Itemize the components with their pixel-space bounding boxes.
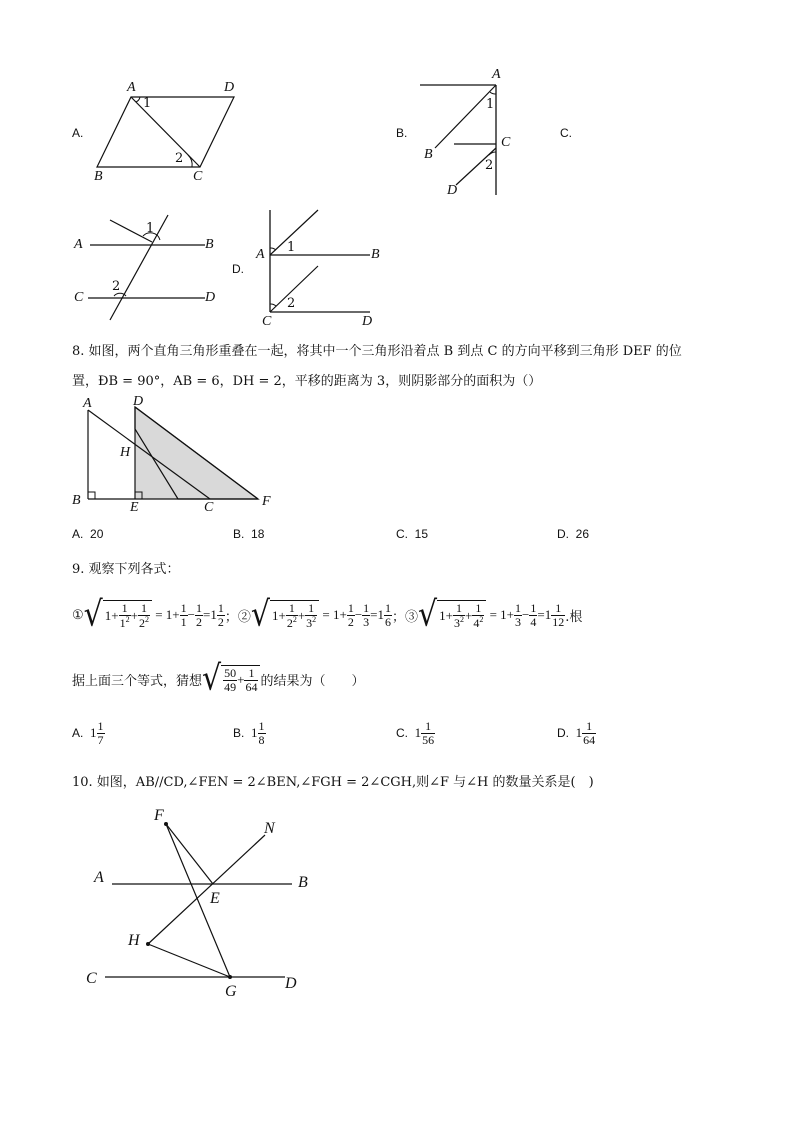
q9-tail: .根	[565, 609, 583, 625]
q9-title: 9. 观察下列各式：	[72, 562, 180, 577]
q9-line2-pre: 据上面三个等式，猜想	[72, 673, 203, 689]
q10-point-e: E	[210, 890, 220, 907]
q10-point-g: G	[225, 983, 237, 1000]
q10-point-c: C	[86, 970, 97, 987]
q10-point-h: H	[128, 932, 140, 949]
q9-option-d[interactable]: D. 1 $\frac{1}{64}$	[557, 719, 596, 747]
q10-point-a: A	[94, 869, 104, 886]
q7a-angle-1: 1	[143, 96, 152, 111]
q7-option-a-figure	[88, 80, 248, 190]
q9-guess-expr: √ $\frac{50}{49}$ + $\frac{1}{64}$	[202, 664, 260, 694]
q9-eq2: √ 1+ $\frac{1}{2^2}$ + $\frac{1}{3^2}$ = 1+ $\frac{1}{2}$ − $\frac{1}{3}$ =1 $\frac{1}{6}$	[250, 594, 392, 635]
q8-point-e: E	[130, 500, 139, 515]
q8-option-d[interactable]: D. 26	[557, 527, 590, 541]
q9-eq3: √ 1+ $\frac{1}{3^2}$ + $\frac{1}{4^2}$ = 1+ $\frac{1}{3}$ − $\frac{1}{4}$ =1 $\frac{1}{12}$	[418, 594, 565, 635]
q9-option-c[interactable]: C. 1 $\frac{1}{56}$	[396, 719, 435, 747]
q7-option-d-label: D.	[232, 262, 244, 276]
q7c-angle-1: 1	[146, 221, 155, 236]
q7a-angle-2: 2	[175, 151, 184, 166]
q9-line2-post: 的结果为（ ）	[260, 673, 365, 689]
q7a-point-d: D	[224, 80, 235, 95]
q8-option-a[interactable]: A. 20	[72, 527, 104, 541]
q9-line2	[72, 658, 365, 699]
q8-point-f: F	[262, 494, 271, 509]
q9-eq1-mark: ①	[72, 607, 84, 623]
q7d-point-c: C	[262, 314, 272, 329]
q10-point-n: N	[264, 820, 275, 837]
q7c-point-d: D	[205, 290, 216, 305]
q9-eq3-mark: ；③	[392, 609, 419, 625]
q7-option-c-label: C.	[560, 126, 572, 140]
q10-text: 10. 如图，AB//CD,∠FEN = 2∠BEN,∠FGH = 2∠CGH,则∠F 与∠H 的数量关系是( )	[72, 775, 594, 790]
q8-text-line1: 8. 如图，两个直角三角形重叠在一起，将其中一个三角形沿着点 B 到点 C 的方向平移到三角形 DEF 的位	[72, 344, 682, 359]
q7c-angle-2: 2	[112, 279, 121, 294]
q7c-point-a: A	[74, 237, 83, 252]
q7d-angle-1: 1	[287, 240, 296, 255]
q7b-point-c: C	[501, 135, 511, 150]
q7a-point-b: B	[94, 169, 103, 184]
q9-equations-line	[72, 594, 583, 635]
q7-option-d-figure	[262, 205, 382, 320]
q8-point-a: A	[83, 396, 92, 411]
q9-eq1: √ 1+ $\frac{1}{1^2}$ + $\frac{1}{2^2}$ = 1+ $\frac{1}{1}$ − $\frac{1}{2}$ =1 $\frac{1}{2}$	[83, 594, 224, 635]
q10-point-f: F	[154, 807, 164, 824]
q8-point-b: B	[72, 493, 81, 508]
q10-point-b: B	[298, 874, 308, 891]
q7a-point-c: C	[193, 169, 203, 184]
q8-point-h: H	[120, 445, 131, 460]
q9-option-b[interactable]: B. 1 $\frac{1}{8}$	[233, 719, 265, 747]
q9-eq2-mark: ；②	[224, 609, 251, 625]
q7b-angle-2: 2	[485, 158, 494, 173]
q8-option-c[interactable]: C. 15	[396, 527, 429, 541]
q7a-point-a: A	[127, 80, 136, 95]
q8-option-b[interactable]: B. 18	[233, 527, 265, 541]
q7d-point-a: A	[256, 247, 265, 262]
q7b-point-d: D	[447, 183, 458, 198]
q7c-point-c: C	[74, 290, 84, 305]
q7b-point-a: A	[492, 67, 501, 82]
q10-point-d: D	[285, 975, 297, 992]
q8-point-d: D	[133, 394, 144, 409]
q7-option-b-label: B.	[396, 126, 408, 140]
q7c-point-b: B	[205, 237, 214, 252]
q8-text-line2: 置，ÐB = 90°，AB = 6，DH = 2，平移的距离为 3，则阴影部分的面积为（）	[72, 374, 542, 389]
q7d-point-b: B	[371, 247, 380, 262]
q9-option-a[interactable]: A. 1 $\frac{1}{7}$	[72, 719, 104, 747]
q7b-point-b: B	[424, 147, 433, 162]
q8-figure	[80, 395, 280, 505]
q7b-angle-1: 1	[486, 97, 495, 112]
q7d-point-d: D	[362, 314, 373, 329]
q7-option-c-figure	[80, 210, 250, 325]
q7d-angle-2: 2	[287, 296, 296, 311]
q7-option-a-label: A.	[72, 126, 84, 140]
q8-point-c: C	[204, 500, 214, 515]
q10-figure	[80, 800, 320, 1005]
